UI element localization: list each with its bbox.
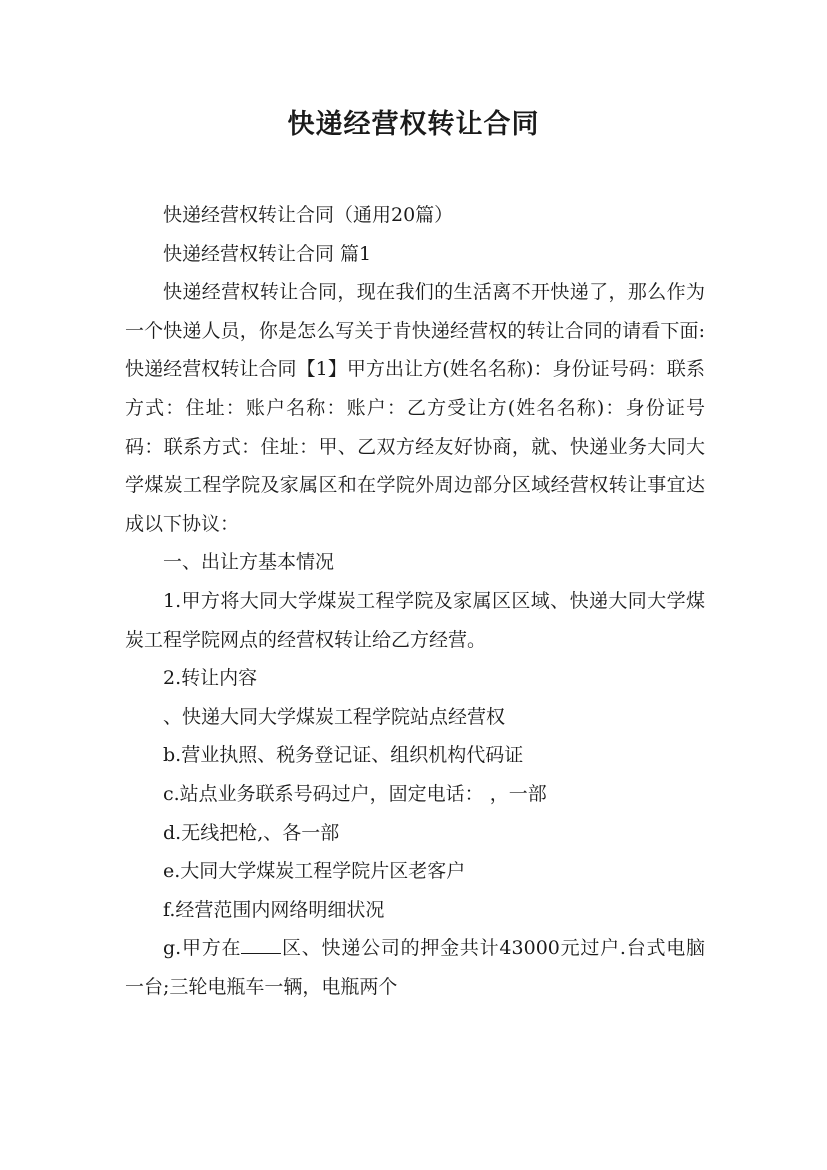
paragraph-item-d: d.无线把枪,、各一部 (163, 821, 340, 844)
paragraph-item-b: b.营业执照、税务登记证、组织机构代码证 (163, 744, 524, 767)
paragraph-item-e: e.大同大学煤炭工程学院片区老客户 (163, 860, 466, 883)
document-body (125, 196, 705, 1006)
paragraph-item-1: 1.甲方将大同大学煤炭工程学院及家属区区域、快递大同大学煤炭工程学院网点的经营权转让给乙方经营。 (125, 589, 705, 651)
item-g-suffix: 区、快递公司的押金共计43000元过户.台式电脑一台;三轮电瓶车一辆，电瓶两个 (125, 937, 706, 998)
paragraph-intro: 快递经营权转让合同，现在我们的生活离不开快递了，那么作为一个快递人员，你是怎么写关于肯快递经营权的转让合同的请看下面:快递经营权转让合同【1】甲方出让方(姓名名称)：身份证号码：联系方式：住址：账户名称：账户：乙方受让方(姓名名称)：身份证号码：联系方式：住址：甲、乙双方经友好协商，就、快递业务大同大学煤炭工程学院及家属区和在学院外周边部分区域经营权转让事宜达成以下协议： (125, 281, 705, 535)
paragraph-heading: 快递经营权转让合同（通用20篇） (163, 204, 454, 226)
fill-in-blank (241, 934, 281, 954)
paragraph-section-one: 一、出让方基本情况 (163, 551, 335, 574)
paragraph-section-title: 快递经营权转让合同 篇1 (163, 242, 372, 265)
paragraph-item-g (125, 929, 705, 1006)
paragraph-item-a: 、快递大同大学煤炭工程学院站点经营权 (163, 705, 506, 728)
paragraph-item-2: 2.转让内容 (163, 667, 258, 690)
document-title: 快递经营权转让合同 (287, 109, 540, 140)
paragraph-item-f: f.经营范围内网络明细状况 (163, 898, 385, 921)
item-g-prefix: g.甲方在 (163, 937, 242, 960)
paragraph-item-c: c.站点业务联系号码过户，固定电话： ，一部 (163, 782, 547, 805)
